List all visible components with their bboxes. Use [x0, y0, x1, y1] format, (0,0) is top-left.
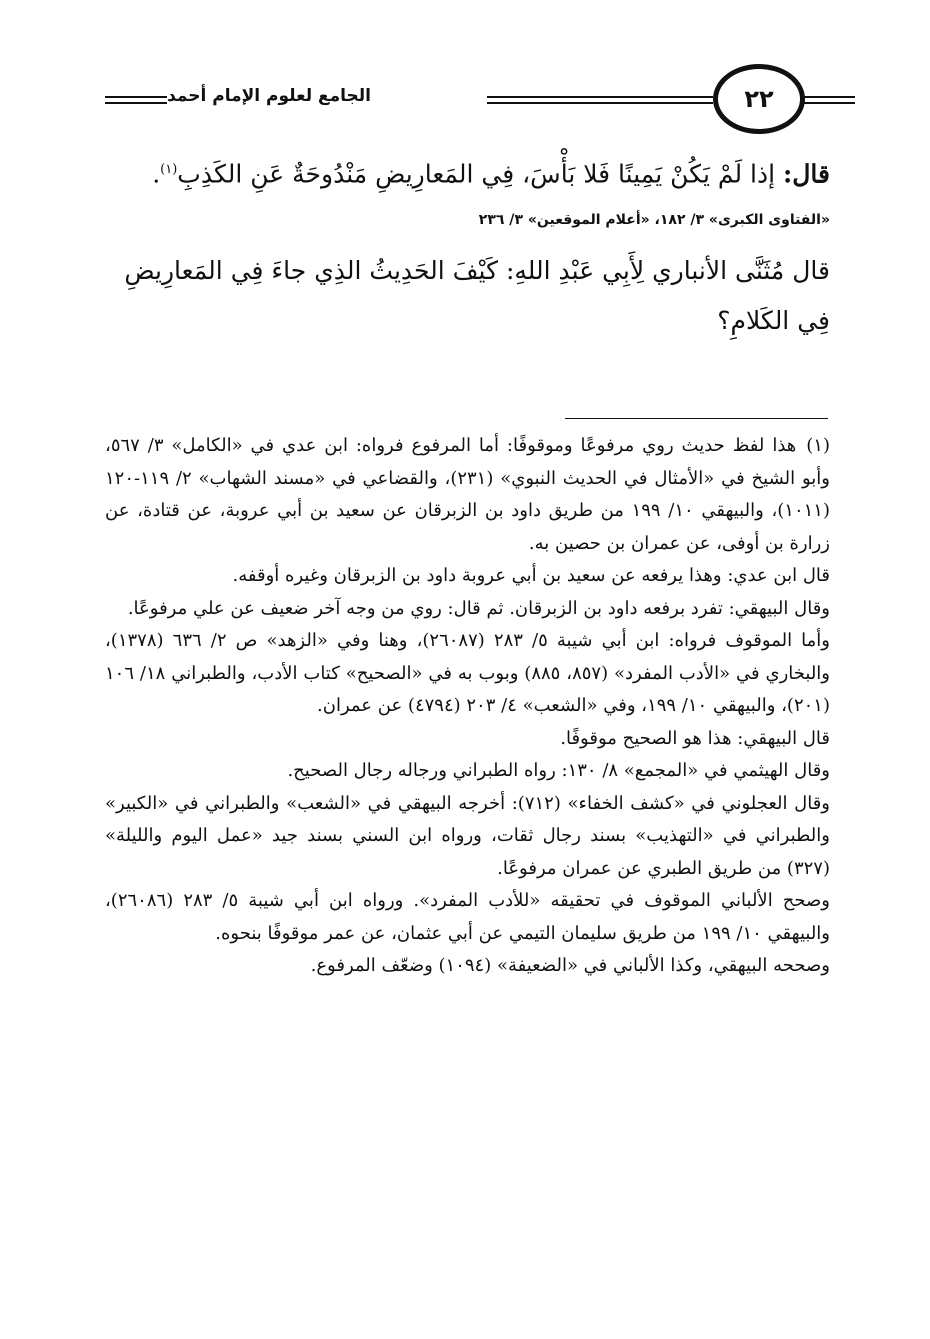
header-rule-left	[105, 96, 167, 104]
footnote-ref[interactable]: (١)	[160, 162, 178, 177]
question-paragraph: قال مُثَنَّى الأنباري لِأَبِي عَبْدِ اللهِ: كَيْفَ الحَدِيثُ الذِي جاءَ فِي المَعارِيضِ فِي الكَلامِ؟	[124, 256, 830, 336]
running-header	[95, 62, 855, 142]
footnote-paragraph	[105, 430, 830, 560]
quote-lead: قال:	[783, 159, 830, 189]
footnote-paragraph: وقال الهيثمي في «المجمع» ٨/ ١٣٠: رواه الطبراني ورجاله رجال الصحيح.	[287, 760, 830, 781]
footnote-separator	[565, 418, 828, 419]
footnote-paragraph: وصححه البيهقي، وكذا الألباني في «الضعيفة» (١٠٩٤) وضعّف المرفوع.	[310, 955, 830, 976]
page-number: ٢٢	[744, 85, 774, 113]
footnote-marker: (١)	[806, 435, 830, 456]
quote-text: إذا لَمْ يَكُنْ يَمِينًا فَلا بَأْسَ، فِي المَعارِيضِ مَنْدُوحَةٌ عَنِ الكَذِبِ	[177, 159, 776, 189]
footnote-paragraph: قال البيهقي: هذا هو الصحيح موقوفًا.	[560, 727, 830, 749]
running-title: الجامع لعلوم الإمام أحمد	[167, 86, 371, 106]
footnote-paragraph: وأما الموقوف فرواه: ابن أبي شيبة ٥/ ٢٨٣ (٢٦٠٨٧)، وهنا وفي «الزهد» ص ٢/ ٦٣٦ (١٣٧٨)، والبخاري في «الأدب المفرد» (٨٥٧، ٨٨٥) وبوب به في «الصحيح» كتاب الأدب، والطبراني ١٨/ ١٠٦ (٢٠١)، والبيهقي ١٠/ ١٩٩، وفي «الشعب» ٤/ ٢٠٣ (٤٧٩٤) عن عمران.	[105, 630, 831, 716]
header-rule-right	[799, 96, 855, 104]
footnote-text: هذا لفظ حديث روي مرفوعًا وموقوفًا: أما المرفوع فرواه: ابن عدي في «الكامل» ٣/ ٥٦٧، وأبو الشيخ في «الأمثال في الحديث النبوي» (٢٣١)، والقضاعي في «مسند الشهاب» ٢/ ١١٩-١٢٠ (١٠١١)، والبيهقي ١٠/ ١٩٩ من طريق داود بن الزبرقان عن سعيد بن أبي عروبة، عن قتادة، عن زرارة بن أوفى، عن عمران بن حصين به.	[105, 435, 830, 554]
source-citation: «الفتاوى الكبرى» ٣/ ١٨٢، «أعلام الموقعين» ٣/ ٢٣٦	[478, 212, 830, 229]
footnote-paragraph: وصحح الألباني الموقوف في تحقيقه «للأدب المفرد». ورواه ابن أبي شيبة ٥/ ٢٨٣ (٢٦٠٨٦)، والبيهقي ١٠/ ١٩٩ من طريق سليمان التيمي عن أبي عثمان، عن عمر موقوفًا بنحوه.	[105, 890, 830, 944]
page-number-oval	[713, 64, 805, 134]
footnotes	[105, 430, 830, 983]
quote-paragraph	[100, 148, 830, 196]
footnote-paragraph: قال ابن عدي: وهذا يرفعه عن سعيد بن أبي عروبة داود بن الزبرقان وغيره أوقفه.	[232, 565, 830, 586]
header-rule-middle	[487, 96, 713, 104]
footnote-paragraph: وقال العجلوني في «كشف الخفاء» (٧١٢): أخرجه البيهقي في «الشعب» والطبراني في «الكبير» والطبراني في «التهذيب» بسند رجال ثقات، ورواه ابن السني بسند جيد «عمل اليوم والليلة» (٣٢٧) من طريق الطبري عن عمران مرفوعًا.	[105, 792, 831, 879]
main-text	[100, 148, 830, 346]
quote-end: .	[152, 159, 161, 189]
footnote-paragraph: وقال البيهقي: تفرد برفعه داود بن الزبرقان. ثم قال: روي من وجه آخر ضعيف عن علي مرفوعًا.	[127, 597, 830, 619]
